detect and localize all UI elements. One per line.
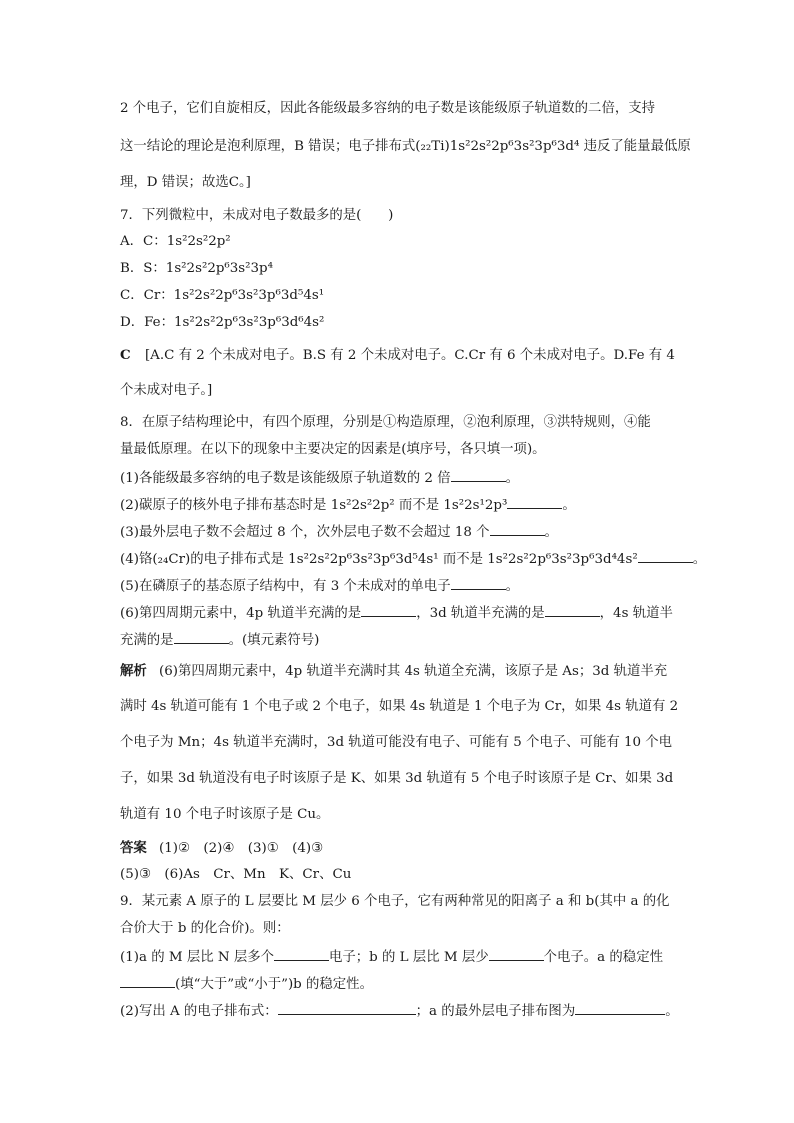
question-8: 8．在原子结构理论中，有四个原理，分别是①构造原理，②泡利原理，③洪特规则，④能	[120, 415, 651, 430]
analysis-text: (6)第四周期元素中，4p 轨道半充满时其 4s 轨道全充满，该原子是 As；3d 轨道半充	[159, 664, 668, 679]
text-line: 量最低原理。在以下的现象中主要决定的因素是(填序号，各只填一项)。	[120, 442, 546, 457]
analysis-text: 满时 4s 轨道可能有 1 个电子或 2 个电子，如果 4s 轨道是 1 个电子为 Cr，如果 4s 轨道有 2	[120, 699, 679, 714]
q9-item-text: 电子；b 的 L 层比 M 层少	[329, 950, 489, 965]
answer-label: 答案	[120, 840, 147, 856]
option-c: C．Cr：1s²2s²2p⁶3s²3p⁶3d⁵4s¹	[120, 288, 325, 303]
answer-blank[interactable]	[507, 495, 562, 509]
q8-item-2: (2)碳原子的核外电子排布基态时是 1s²2s²2p² 而不是 1s²2s¹2p³ 。	[120, 495, 576, 515]
q8-item-text: (5)在磷原子的基态原子结构中，有 3 个未成对的单电子	[120, 579, 451, 594]
q9-item-text: 。	[665, 1004, 679, 1019]
q9-item-text: (1)a 的 M 层比 N 层多个	[120, 950, 275, 965]
q9-item-text: 个电子。a 的稳定性	[543, 950, 663, 965]
q9-item-text: (2)写出 A 的电子排布式：	[120, 1004, 278, 1019]
text-line: 个未成对电子。]	[120, 383, 213, 398]
q8-item-5: (5)在磷原子的基态原子结构中，有 3 个未成对的单电子 。	[120, 576, 519, 596]
answer-blank[interactable]	[489, 947, 544, 961]
q9-item-2	[120, 1001, 679, 1021]
answer-blank[interactable]	[278, 1001, 416, 1015]
answer-blank[interactable]	[545, 603, 600, 617]
answer-text: (1)② (2)④ (3)① (4)③	[159, 841, 324, 856]
q9-item-text: ；a 的最外层电子排布图为	[415, 1004, 576, 1019]
answer-blank[interactable]	[451, 468, 506, 482]
q9-item-text: (填“大于”或“小于”)b 的稳定性。	[175, 977, 373, 992]
analysis-line	[120, 662, 667, 681]
answer-blank[interactable]	[120, 974, 175, 988]
q8-item-text: ，4s 轨道半	[599, 606, 673, 621]
answer-blank[interactable]	[361, 603, 416, 617]
option-b: B．S：1s²2s²2p⁶3s²3p⁴	[120, 261, 273, 276]
q8-item-1: (1)各能级最多容纳的电子数是该能级原子轨道数的 2 倍 。	[120, 468, 519, 488]
analysis-text: 轨道有 10 个电子时该原子是 Cu。	[120, 807, 330, 822]
q8-item-6-cont	[120, 630, 319, 650]
answer-blank[interactable]	[274, 947, 329, 961]
q8-item-text: (6)第四周期元素中，4p 轨道半充满的是	[120, 606, 362, 621]
q8-item-4: (4)铬(₂₄Cr)的电子排布式是 1s²2s²2p⁶3s²3p⁶3d⁵4s¹ 而不是 1s²2s²2p⁶3s²3p⁶3d⁴4s² 。	[120, 549, 706, 569]
text-line: 这一结论的理论是泡利原理，B 错误；电子排布式(₂₂Ti)1s²2s²2p⁶3s²3p⁶3d⁴ 违反了能量最低原	[120, 139, 691, 154]
q8-item-text: 。(填元素符号)	[228, 633, 320, 648]
answer-text: [A.C 有 2 个未成对电子。B.S 有 2 个未成对电子。C.Cr 有 6 个未成对电子。D.Fe 有 4	[144, 348, 675, 363]
q8-item-text: (1)各能级最多容纳的电子数是该能级原子轨道数的 2 倍	[120, 471, 451, 486]
analysis-label: 解析	[120, 663, 147, 679]
answer-blank[interactable]	[575, 1001, 665, 1015]
q8-item-text: (4)铬(₂₄Cr)的电子排布式是 1s²2s²2p⁶3s²3p⁶3d⁵4s¹ 而不是 1s²2s²2p⁶3s²3p⁶3d⁴4s²	[120, 552, 638, 567]
option-d: D．Fe：1s²2s²2p⁶3s²3p⁶3d⁶4s²	[120, 315, 325, 330]
answer-blank[interactable]	[451, 576, 506, 590]
answer-8	[120, 839, 323, 858]
option-a: A．C：1s²2s²2p²	[120, 234, 231, 249]
answer-blank[interactable]	[174, 630, 229, 644]
q8-item-text: ，3d 轨道半充满的是	[416, 606, 545, 621]
analysis-text: 子，如果 3d 轨道没有电子时该原子是 K、如果 3d 轨道有 5 个电子时该原子是 Cr、如果 3d	[120, 771, 674, 786]
answer-blank[interactable]	[490, 522, 545, 536]
answer-text: (5)③ (6)As Cr、Mn K、Cr、Cu	[120, 867, 352, 882]
q8-item-text: 充满的是	[120, 633, 174, 648]
answer-7	[120, 346, 675, 365]
answer-blank[interactable]	[638, 549, 693, 563]
answer-letter: C	[120, 347, 131, 363]
q8-item-3: (3)最外层电子数不会超过 8 个，次外层电子数不会超过 18 个 。	[120, 522, 558, 542]
q9-item-1	[120, 947, 663, 967]
q9-item-1-cont	[120, 974, 373, 994]
analysis-text: 个电子为 Mn；4s 轨道半充满时，3d 轨道可能没有电子、可能有 5 个电子、可能有 10 个电	[120, 735, 673, 750]
text-line: 2 个电子，它们自旋相反，因此各能级最多容纳的电子数是该能级原子轨道数的二倍，支持	[120, 101, 656, 116]
q8-item-text: (3)最外层电子数不会超过 8 个，次外层电子数不会超过 18 个	[120, 525, 490, 540]
question-9: 9．某元素 A 原子的 L 层要比 M 层少 6 个电子，它有两种常见的阳离子 a 和 b(其中 a 的化	[120, 894, 670, 909]
q8-item-6	[120, 603, 673, 623]
q8-item-text: (2)碳原子的核外电子排布基态时是 1s²2s²2p² 而不是 1s²2s¹2p³	[120, 498, 508, 513]
question-7: 7．下列微粒中，未成对电子数最多的是( )	[120, 208, 394, 223]
text-line: 合价大于 b 的化合价)。则：	[120, 921, 290, 936]
text-line: 理，D 错误；故选C。]	[120, 175, 251, 190]
